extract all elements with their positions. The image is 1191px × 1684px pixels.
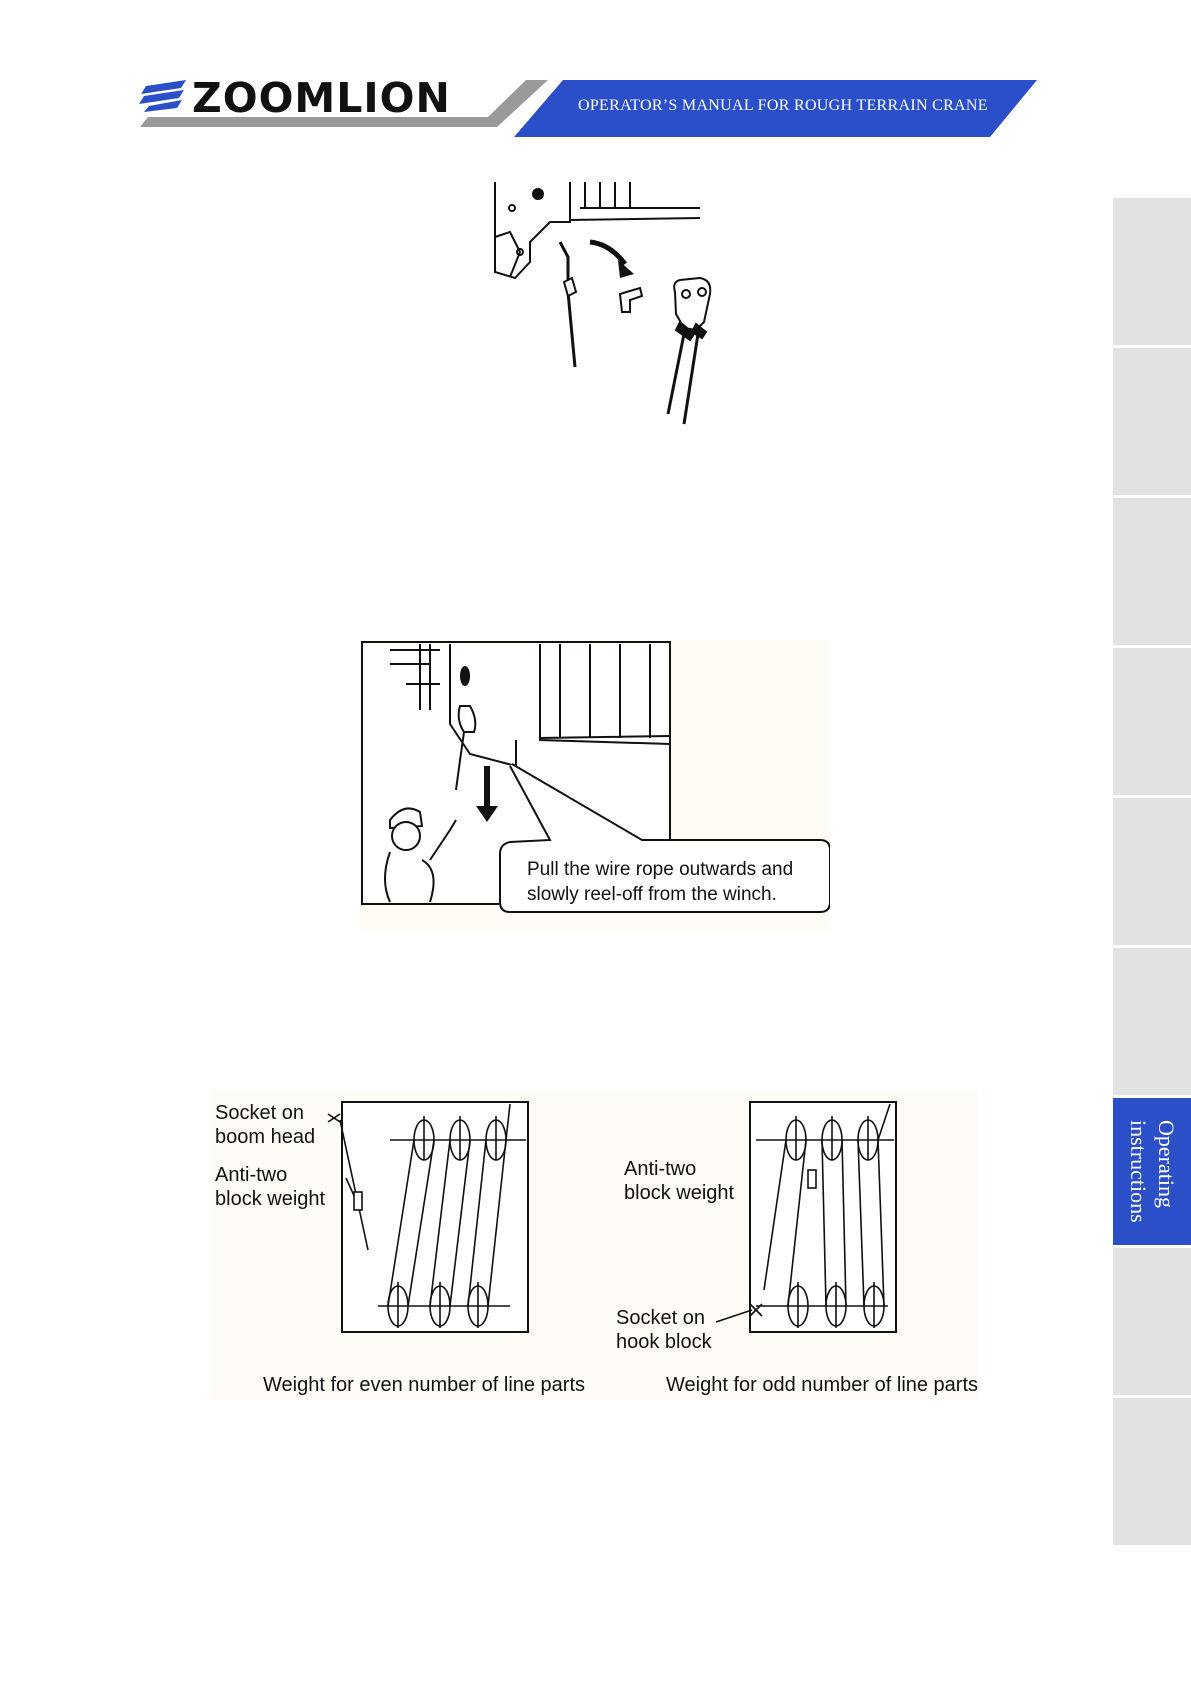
manual-title: OPERATOR’S MANUAL FOR ROUGH TERRAIN CRANE [578, 97, 988, 114]
page-header [0, 0, 1191, 150]
side-tab-label: Operating instructions [1126, 1120, 1179, 1223]
callout-text: Pull the wire rope outwards and slowly reel-off from the winch. [527, 859, 794, 905]
logo-text: ZOOMLION [192, 74, 451, 122]
side-tab-4[interactable] [1113, 648, 1191, 795]
weight-rope-left [326, 1110, 396, 1260]
label-anti-two-block-right: Anti-two block weight [624, 1158, 735, 1204]
header-banner [0, 0, 1191, 150]
label-socket-boom-head: Socket on boom head [215, 1102, 316, 1148]
zoomlion-logo-icon [139, 80, 186, 112]
figure-pin-removal [490, 182, 730, 428]
caption-even: Weight for even number of line parts [263, 1374, 586, 1396]
side-tab-6[interactable] [1113, 948, 1191, 1095]
side-tab-1[interactable] [1113, 198, 1191, 345]
label-anti-two-block-left: Anti-two block weight [215, 1164, 326, 1210]
caption-odd: Weight for odd number of line parts [666, 1374, 979, 1396]
side-tab-8[interactable] [1113, 1248, 1191, 1395]
down-arrow-icon [484, 766, 490, 810]
side-tab-operating-instructions[interactable] [1113, 1098, 1191, 1245]
side-tab-2[interactable] [1113, 348, 1191, 495]
label-socket-hook-block: Socket on hook block [616, 1307, 712, 1353]
side-tab-5[interactable] [1113, 798, 1191, 945]
diagram-odd-line-parts [748, 1100, 898, 1334]
side-tab-3[interactable] [1113, 498, 1191, 645]
side-tab-9[interactable] [1113, 1398, 1191, 1545]
socket-marker-right [712, 1300, 772, 1330]
